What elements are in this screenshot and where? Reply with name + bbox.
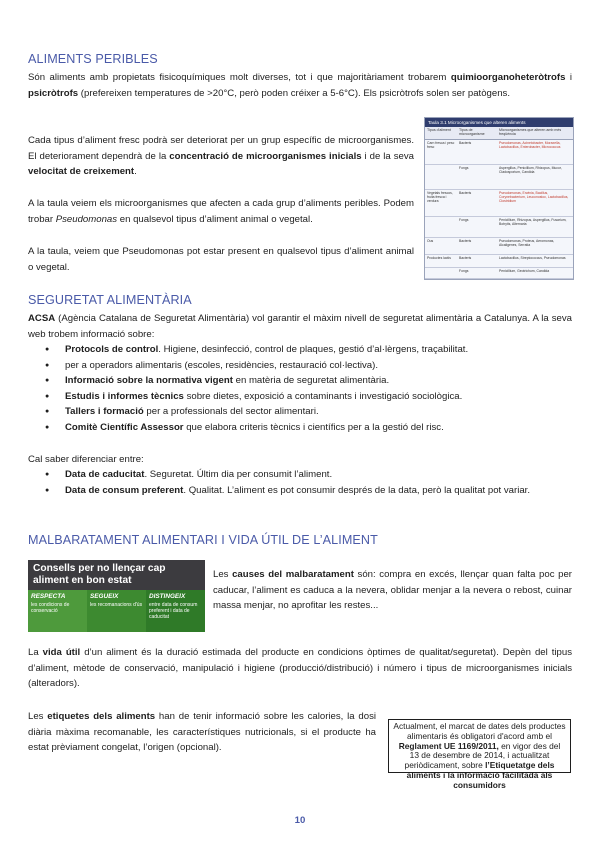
table-row: Productes lactis Bacteris Lactobacillus, Streptococcus, Pseudomonas (425, 255, 573, 268)
table-row: Ous Bacteris Pseudomonas, Proteus, Aeromonas, Alcaligenes, Serratia (425, 238, 573, 255)
paragraph-vida-util: La vida útil d’un aliment és la duració estimada del producte en condicions òptimes de qualitat/seguretat). Depèn del tipus d’aliment, mètode de conservació, manipulació i higiene (producció/distribució) i número i tipus de microorganismes inicials (alteradors). (28, 647, 573, 690)
tip-distingeix: DISTINGEIX entre data de consum preferent i data de caducitat (146, 590, 205, 632)
list-item: ● Tallers i formació per a professionals del sector alimentari. (28, 404, 572, 420)
table-row: Carn fresca i pesc fresc Bacteris Pseudomonas, Acinetobacter, Moraxella, Lactobacillus, Enterobacter, Micrococcus (425, 140, 573, 165)
list-item: ● Comitè Científic Assessor que elabora criteris tècnics i científics per a la gestió del risc. (28, 420, 572, 436)
list-item: ● Estudis i informes tècnics sobre dietes, exposició a contaminants i investigació sociològica. (28, 389, 572, 405)
paragraph-acsa: ACSA (Agència Catalana de Seguretat Alimentària) vol garantir el màxim nivell de seguretat alimentària a Catalunya. A la seva web trobem informació sobre: (28, 313, 572, 340)
paragraph-etiquetes: Les etiquetes dels aliments han de tenir informació sobre les calories, la dosi diària màxima recomanable, les característiques nutricionals, si el producte ha estat prèviament congelat, l’origen (opcional). (28, 711, 376, 754)
paragraph-deteriorament: Cada tipus d’aliment fresc podrà ser deteriorat per un grup específic de microorganismes. El deteriorament dependrà de la concentració de microorganismes inicials i de la seva velocitat de creixement. (28, 135, 414, 178)
table-header: Tipus d'aliment Tipus de microorganisme Microorganismes que alteren amb més freqüència (425, 127, 573, 140)
acsa-list (28, 342, 572, 436)
heading-seguretat-alimentaria: SEGURETAT ALIMENTÀRIA (28, 293, 192, 307)
tip-respecta: RESPECTA les condicions de conservació (28, 590, 87, 632)
paragraph-causes: Les causes del malbaratament són: compra en excés, llençar quan falta poc per caducar, l’aliment es caduca a la nevera, oblidar menjar a la nevera o rebost, cuinar massa menjar, no aprofitar les restes... (213, 569, 572, 612)
consells-box (28, 560, 205, 632)
paragraph-pseudomonas: A la taula, veiem que Pseudomonas pot estar present en qualsevol tipus d’aliment animal o vegetal. (28, 246, 414, 273)
list-item: ● Data de caducitat. Seguretat. Últim dia per consumit l’aliment. (28, 467, 572, 483)
list-item: ● Data de consum preferent. Qualitat. L’aliment es pot consumir després de la data, però la qualitat pot variar. (28, 483, 572, 499)
table-row: Fongs Aspergillus, Penicillium, Rhizopus, Mucor, Cladosporium, Candida (425, 165, 573, 190)
dates-list (28, 467, 572, 498)
page-number: 10 (294, 815, 306, 826)
heading-malbaratament: MALBARATAMENT ALIMENTARI I VIDA ÚTIL DE L’ALIMENT (28, 533, 378, 547)
list-item: ● Informació sobre la normativa vigent en matèria de seguretat alimentària. (28, 373, 572, 389)
paragraph-diferenciar: Cal saber diferenciar entre: (28, 454, 144, 465)
table-caption: Taula 3.1 Microorganismes que alteren aliments (425, 118, 573, 127)
list-item: ● per a operadors alimentaris (escoles, residències, restauració col·lectiva). (28, 358, 572, 374)
heading-aliments-peribles: ALIMENTS PERIBLES (28, 52, 158, 66)
consells-title: Consells per no llençar cap aliment en bon estat (28, 560, 205, 590)
tip-segueix: SEGUEIX les recomanacions d'ús (87, 590, 146, 632)
table-row: Vegetals frescos, fruita fresca i verdura Bacteris Pseudomonas, Erwinia, Bacillus, Corynebacterium, Leuconostoc, Lactobacillus, Clostridium (425, 190, 573, 217)
list-item: ● Protocols de control. Higiene, desinfecció, control de plaques, gestió d’al·lèrgens, traçabilitat. (28, 342, 572, 358)
table-row: Fongs Penicillium, Rhizopus, Aspergillus, Fusarium, Botrytis, Alternaria (425, 217, 573, 238)
table-row: Fongs Penicillium, Geotrichum, Candida (425, 268, 573, 279)
regulation-note-box: Actualment, el marcat de dates dels productes alimentaris és obligatori d'acord amb el Reglament UE 1169/2011, en vigor des del 13 de desembre de 2014, i actualitzat periòdicament, sobre l’Etiquetatge dels aliments i la informació facilitada als consumidors (388, 719, 571, 773)
microorganisms-table-image (424, 117, 574, 280)
paragraph-intro: Són aliments amb propietats fisicoquímiques molt diverses, tot i que majoritàriament trobarem quimioorganoheteròtrofs i psicròtrofs (prefereixen temperatures de >20°C, però poden créixer a 5-6°C). Els psicròtrofs solen ser patògens. (28, 72, 573, 99)
paragraph-taula: A la taula veiem els microorganismes que afecten a cada grup d’aliments peribles. Podem trobar Pseudomonas en qualsevol tipus d’aliment animal o vegetal. (28, 198, 414, 225)
